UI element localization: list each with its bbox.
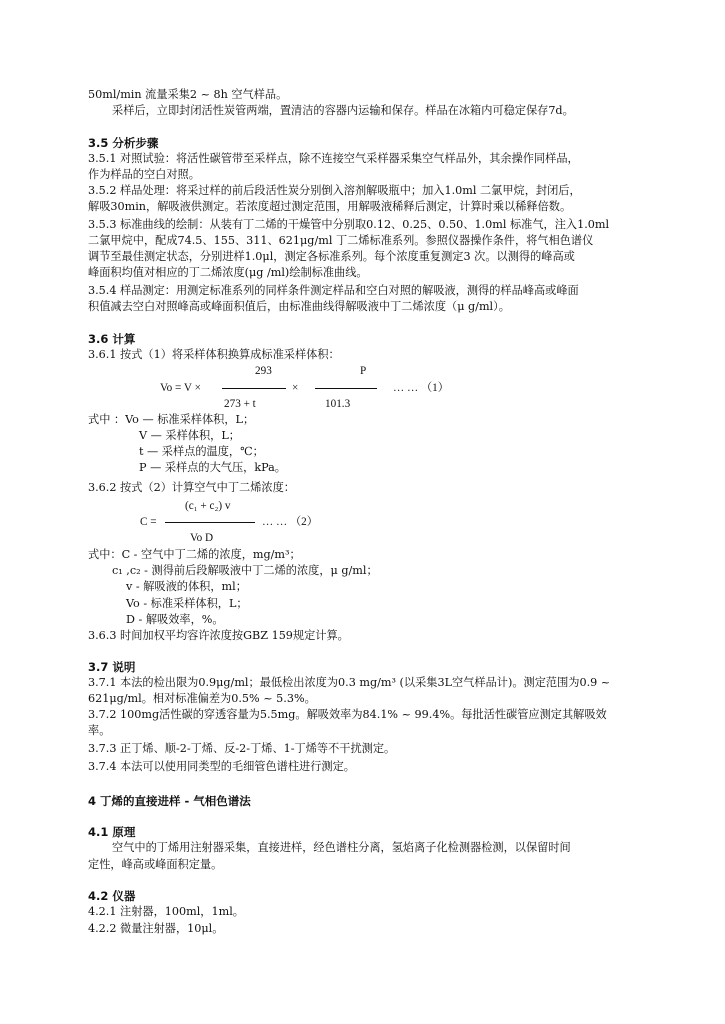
formula-1-dots: … … （1） bbox=[393, 382, 449, 394]
formula-1-denominator-1: 273 + t bbox=[224, 398, 256, 410]
paragraph-line: 峰面积均值对相应的丁二烯浓度(μg /ml)绘制标准曲线。 bbox=[88, 266, 368, 279]
paragraph-line: 空气中的丁烯用注射器采集，直接进样，经色谱柱分离，氢焰离子化检测器检测，以保留时间 bbox=[112, 841, 571, 854]
paragraph-line: 4.2.1 注射器，100ml，1ml。 bbox=[88, 905, 244, 918]
section-heading-3-5: 3.5 分析步骤 bbox=[88, 136, 159, 150]
text-line: 50ml/min 流量采集2 ~ 8h 空气样品。 bbox=[88, 88, 288, 101]
paragraph-line: 调节至最佳测定状态，分别进样1.0μl，测定各标准系列。每个浓度重复测定3 次。以测得的峰高或 bbox=[88, 250, 575, 263]
paragraph-line: 3.7.1 本法的检出限为0.9μg/ml；最低检出浓度为0.3 mg/m³ (以采集3L空气样品计)。测定范围为0.9 ~ bbox=[88, 676, 611, 689]
formula-2-dots: … … （2） bbox=[262, 516, 318, 528]
formula-1-lhs: Vo = V × bbox=[160, 382, 201, 394]
formula-1-fraction-bar-2 bbox=[315, 388, 377, 389]
paragraph-line: 4.2.2 微量注射器，10μl。 bbox=[88, 922, 224, 935]
section-heading-4: 4 丁烯的直接进样 - 气相色谱法 bbox=[88, 794, 251, 808]
where-clause-item: Vo - 标准采样体积，L； bbox=[126, 597, 248, 610]
paragraph-line: 3.5.2 样品处理：将采过样的前后段活性炭分别倒入溶剂解吸瓶中；加入1.0ml 二氯甲烷，封闭后， bbox=[88, 184, 581, 197]
formula-1-fraction-bar-1 bbox=[222, 388, 286, 389]
paragraph-line: 二氯甲烷中，配成74.5、155、311、621μg/ml 丁二烯标准系列。参照仪器操作条件，将气相色谱仪 bbox=[88, 234, 594, 247]
paragraph-line: 3.5.4 样品测定：用测定标准系列的同样条件测定样品和空白对照的解吸液，测得的样品峰高或峰面 bbox=[88, 284, 579, 297]
paragraph-line: 3.7.2 100mg活性碳的穿透容量为5.5mg。解吸效率为84.1% ~ 99.4%。每批活性碳管应测定其解吸效 bbox=[88, 708, 607, 721]
where-clause-item: P — 采样点的大气压，kPa。 bbox=[139, 461, 286, 474]
paragraph-line: 率。 bbox=[88, 724, 111, 737]
text-line: 采样后，立即封闭活性炭管两端，置清洁的容器内运输和保存。样品在冰箱内可稳定保存7d。 bbox=[112, 104, 574, 117]
where-clause-item: D - 解吸效率，%。 bbox=[126, 613, 224, 626]
formula-1-numerator-1: 293 bbox=[255, 365, 272, 377]
formula-2-denominator: Vo D bbox=[190, 532, 214, 544]
paragraph-line: 3.7.3 正丁烯、顺-2-丁烯、反-2-丁烯、1-丁烯等不干扰测定。 bbox=[88, 742, 396, 755]
paragraph-line: 3.6.1 按式（1）将采样体积换算成标准采样体积： bbox=[88, 348, 340, 361]
formula-2-lhs: C = bbox=[140, 516, 157, 528]
where-clause-intro: 式中 ：Vo — 标准采样体积，L； bbox=[88, 413, 255, 426]
formula-1-numerator-2: P bbox=[360, 365, 367, 377]
paragraph-line: 积值减去空白对照峰高或峰面积值后，由标准曲线得解吸液中丁二烯浓度（μ g/ml）。 bbox=[88, 300, 510, 313]
paragraph-line: 3.5.3 标准曲线的绘制：从装有丁二烯的干燥管中分别取0.12、0.25、0.50、1.0ml 标准气，注入1.0ml bbox=[88, 218, 610, 231]
paragraph-line: 3.5.1 对照试验：将活性碳管带至采样点，除不连接空气采样器采集空气样品外，其余操作同样品， bbox=[88, 152, 579, 165]
paragraph-line: 3.6.3 时间加权平均容许浓度按GBZ 159规定计算。 bbox=[88, 629, 349, 642]
where-clause-item: t — 采样点的温度，℃； bbox=[139, 445, 264, 458]
paragraph-line: 作为样品的空白对照。 bbox=[88, 168, 200, 181]
section-heading-3-7: 3.7 说明 bbox=[88, 660, 136, 674]
paragraph-line: 解吸30min，解吸液供测定。若浓度超过测定范围，用解吸液稀释后测定，计算时乘以稀释倍数。 bbox=[88, 200, 572, 213]
formula-2-numerator: (c₁ + c₂) v bbox=[185, 500, 231, 512]
formula-1-times: × bbox=[292, 382, 299, 394]
paragraph-line: 定性，峰高或峰面积定量。 bbox=[88, 858, 223, 871]
paragraph-line: 621μg/ml。相对标准偏差为0.5% ~ 5.3%。 bbox=[88, 692, 316, 705]
formula-2-fraction-bar bbox=[165, 522, 255, 523]
where-clause-item: v - 解吸液的体积，ml； bbox=[126, 580, 247, 593]
section-heading-4-2: 4.2 仪器 bbox=[88, 889, 136, 903]
where-clause-item: V — 采样体积，L； bbox=[139, 429, 240, 442]
formula-1-denominator-2: 101.3 bbox=[325, 398, 351, 410]
paragraph-line: 3.7.4 本法可以使用同类型的毛细管色谱柱进行测定。 bbox=[88, 760, 355, 773]
where-clause-intro: 式中：C - 空气中丁二烯的浓度，mg/m³； bbox=[88, 548, 301, 561]
paragraph-line: 3.6.2 按式（2）计算空气中丁二烯浓度： bbox=[88, 481, 295, 494]
where-clause-item: c₁ ,c₂ - 测得前后段解吸液中丁二烯的浓度，μ g/ml； bbox=[112, 564, 378, 577]
section-heading-3-6: 3.6 计算 bbox=[88, 332, 136, 346]
section-heading-4-1: 4.1 原理 bbox=[88, 825, 136, 839]
